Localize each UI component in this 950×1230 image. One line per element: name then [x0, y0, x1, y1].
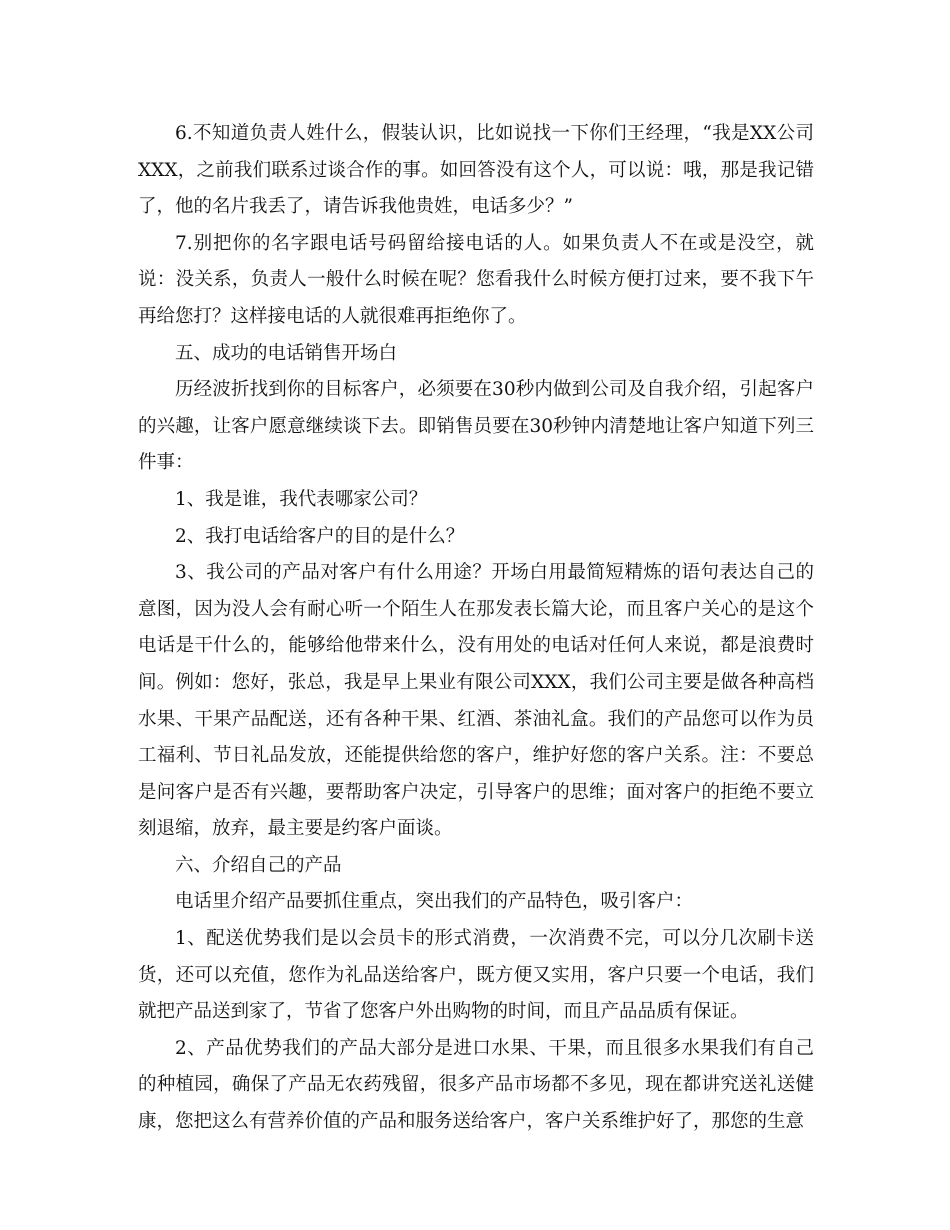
paragraph-opening-intro: 历经波折找到你的目标客户，必须要在30秒内做到公司及自我介绍，引起客户的兴趣，让客户愿意继续谈下去。即销售员要在30秒钟内清楚地让客户知道下列三件事： — [138, 379, 814, 474]
list-item-product-use: 3、我公司的产品对客户有什么用途？开场白用最简短精炼的语句表达自己的意图，因为没人会有耐心听一个陌生人在那发表长篇大论，而且客户关心的是这个电话是干什么的，能够给他带来什么，没有用处的电话对任何人来说，都是浪费时间。例如：您好，张总，我是早上果业有限公司XXX，我们公司主要是做各种高档水果、干果产品配送，还有各种干果、红酒、茶油礼盒。我们的产品您可以作为员工福利、节日礼品发放，还能提供给您的客户，维护好您的客户关系。注：不要总是问客户是否有兴趣，要帮助客户决定，引导客户的思维；面对客户的拒绝不要立刻退缩，放弃，最主要是约客户面谈。 — [138, 562, 814, 840]
paragraph-7-leave-name: 7.别把你的名字跟电话号码留给接电话的人。如果负责人不在或是没空，就说：没关系，负责人一般什么时候在呢？您看我什么时候方便打过来，要不我下午再给您打？这样接电话的人就很难再拒绝你了。 — [138, 232, 814, 327]
document-page — [138, 116, 814, 1141]
list-item-call-purpose: 2、我打电话给客户的目的是什么？ — [175, 525, 465, 547]
list-item-product-advantage: 2、产品优势我们的产品大部分是进口水果、干果，而且很多水果我们有自己的种植园，确保了产品无农药残留，很多产品市场都不多见，现在都讲究送礼送健康，您把这么有营养价值的产品和服务送给客户，客户关系维护好了，那您的生意 — [138, 1037, 814, 1133]
paragraph-product-intro: 电话里介绍产品要抓住重点，突出我们的产品特色，吸引客户： — [175, 891, 694, 913]
list-item-who-am-i: 1、我是谁，我代表哪家公司？ — [175, 488, 428, 510]
list-item-delivery-advantage: 1、配送优势我们是以会员卡的形式消费，一次消费不完，可以分几次刷卡送货，还可以充值，您作为礼品送给客户，既方便又实用，客户只要一个电话，我们就把产品送到家了，节省了您客户外出购物的时间，而且产品品质有保证。 — [138, 928, 814, 1023]
section-heading-opening: 五、成功的电话销售开场白 — [175, 342, 398, 364]
section-heading-products: 六、介绍自己的产品 — [175, 854, 342, 876]
paragraph-6-unknown-name: 6.不知道负责人姓什么，假装认识，比如说找一下你们王经理，“我是XX公司XXX，之前我们联系过谈合作的事。如回答没有这个人，可以说：哦，那是我记错了，他的名片我丢了，请告诉我他贵姓，电话多少？” — [138, 123, 814, 218]
